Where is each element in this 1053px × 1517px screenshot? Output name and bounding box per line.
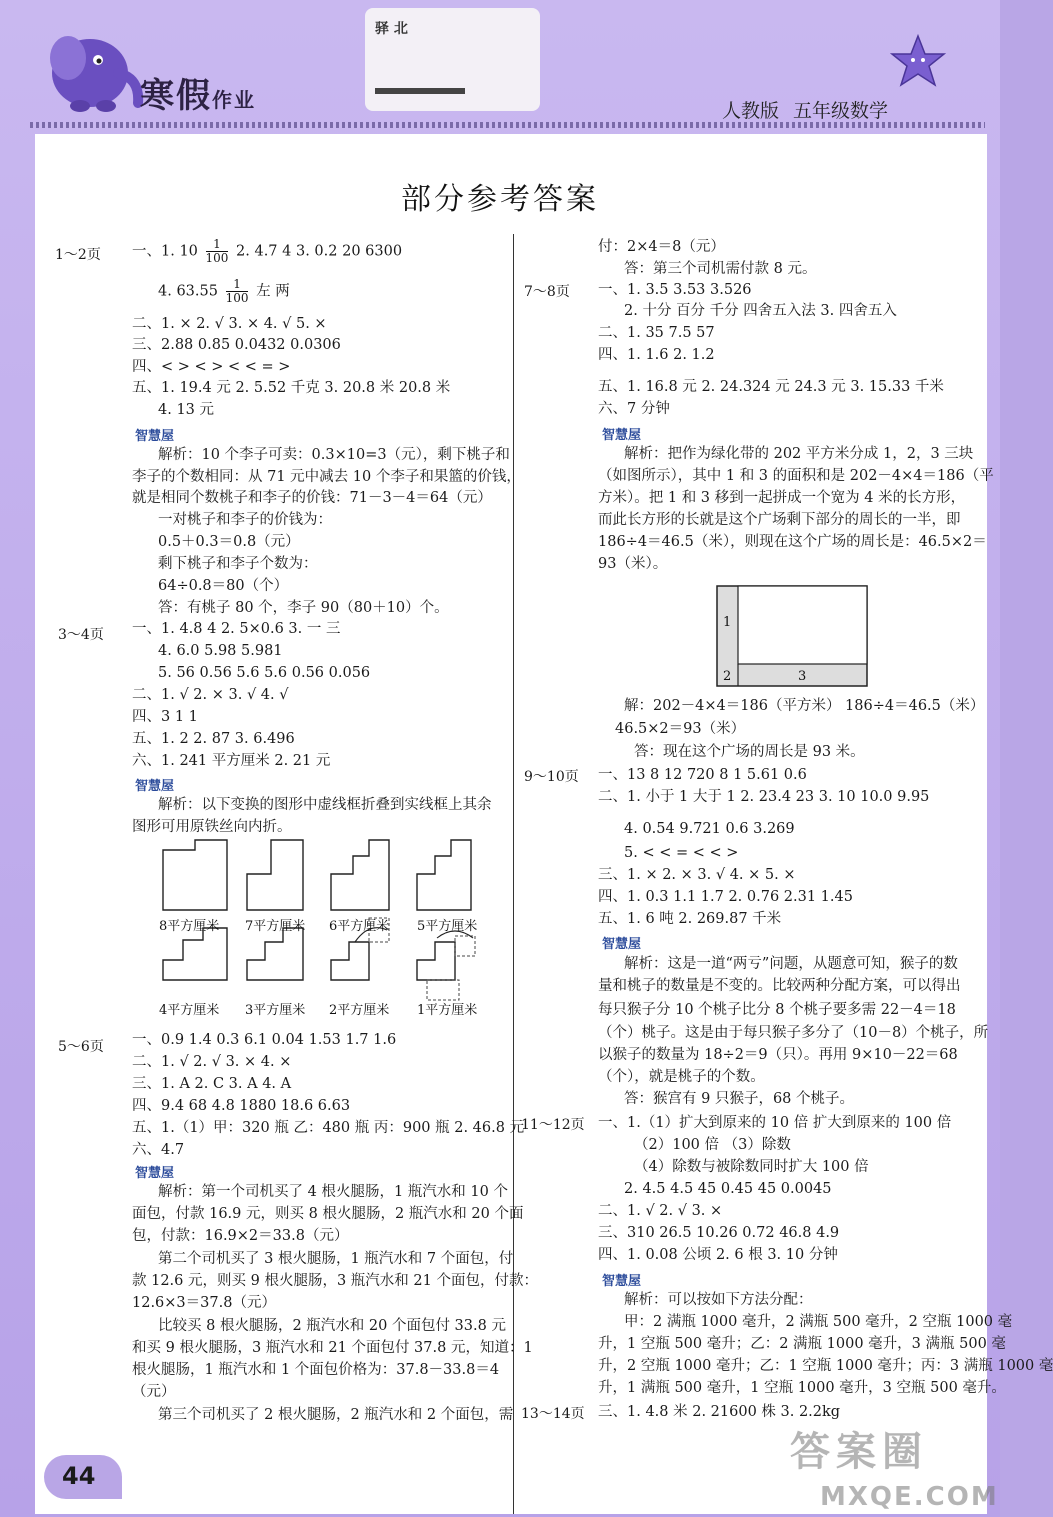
explanation-line: 升，1 空瓶 500 毫升；乙：2 满瓶 1000 毫升，3 满瓶 500 毫 — [598, 1336, 1006, 1352]
shape-2 — [331, 942, 369, 980]
fig-label: 2平方厘米 — [329, 1003, 390, 1018]
answer-line: 二、1. 35 7.5 57 — [598, 325, 715, 341]
label-sticker — [365, 8, 540, 111]
answer-line: 二、1. √ 2. √ 3. × 4. × — [132, 1054, 292, 1070]
answer-line: （2）100 倍 （3）除数 — [634, 1137, 791, 1153]
answer-line: 一、0.9 1.4 0.3 6.1 0.04 1.53 1.7 1.6 — [132, 1032, 397, 1048]
answer-line: 五、1.（1）甲：320 瓶 乙：480 瓶 丙：900 瓶 2. 46.8 元 — [132, 1120, 525, 1136]
explanation-line: 答：现在这个广场的周长是 93 米。 — [634, 744, 865, 760]
explanation-line: 以猴子的数量为 18÷2＝9（只）。再用 9×10－22＝68 — [598, 1047, 958, 1063]
answer-line: 一、1. 3.5 3.53 3.526 — [598, 282, 752, 298]
answer-line: 四、< > < > < < = > — [132, 359, 291, 375]
answer-line: 六、7 分钟 — [598, 401, 670, 417]
watermark — [790, 1420, 999, 1512]
answer-line: 五、1. 6 吨 2. 269.87 千米 — [598, 911, 782, 927]
explanation-line: 和买 9 根火腿肠，3 瓶汽水和 21 个面包付 37.8 元，知道：1 — [132, 1340, 533, 1356]
answer-line: 四、3 1 1 — [132, 709, 198, 725]
explanation-line: 面包，付款 16.9 元，则买 8 根火腿肠，2 瓶汽水和 20 个面 — [132, 1206, 524, 1222]
fraction: $\frac{1}{100}$ — [205, 237, 229, 265]
answer-line: 三、310 26.5 10.26 0.72 46.8 4.9 — [598, 1225, 840, 1241]
elephant-mascot-icon — [40, 18, 150, 118]
explanation-line: 就是相同个数桃子和李子的价钱：71－3－4＝64（元） — [132, 490, 492, 506]
answer-line: 2. 十分 百分 千分 四舍五入法 3. 四舍五入 — [624, 303, 897, 319]
explanation-line: 0.5＋0.3＝0.8（元） — [158, 534, 300, 550]
explanation-line: 93（米）。 — [598, 556, 668, 572]
fig-label: 3平方厘米 — [245, 1003, 306, 1018]
explanation-line: 解析：第一个司机买了 4 根火腿肠，1 瓶汽水和 10 个 — [158, 1184, 508, 1200]
answer-line: 一、1. 10 $\frac{1}{100}$ 2. 4.7 4 3. 0.2 20 6300 — [132, 237, 403, 265]
page-range-1-2: 1～2页 — [55, 247, 101, 263]
answer-line: 六、4.7 — [132, 1142, 185, 1158]
answer-line: 四、1. 0.08 公顷 2. 6 根 3. 10 分钟 — [598, 1247, 838, 1263]
explanation-line: 12.6×3＝37.8（元） — [132, 1295, 276, 1311]
fig-label: 7平方厘米 — [245, 919, 306, 934]
answer-line: 二、1. × 2. √ 3. × 4. √ 5. × — [132, 316, 327, 332]
region-label: 3 — [798, 669, 807, 684]
answer-line: 4. 13 元 — [158, 402, 215, 418]
label-text: 驿 北 — [375, 21, 408, 37]
explanation-line: 升，1 满瓶 500 毫升，1 空瓶 1000 毫升，3 空瓶 500 毫升。 — [598, 1380, 1006, 1396]
fig-label: 5平方厘米 — [417, 919, 478, 934]
answer-line: 一、1. 4.8 4 2. 5×0.6 3. 一 三 — [132, 621, 341, 637]
answer-line: 4. 63.55 $\frac{1}{100}$ 左 两 — [158, 277, 290, 305]
explanation-line: 答：第三个司机需付款 8 元。 — [624, 261, 817, 277]
explanation-line: 46.5×2＝93（米） — [615, 721, 746, 737]
answer-line: （4）除数与被除数同时扩大 100 倍 — [634, 1159, 869, 1175]
answer-line: 4. 0.54 9.721 0.6 3.269 — [624, 821, 795, 837]
explanation-line: 第二个司机买了 3 根火腿肠，1 瓶汽水和 7 个面包，付 — [158, 1251, 514, 1267]
answer-line: 5. < < = < < > — [624, 845, 739, 861]
header — [0, 0, 1000, 125]
shape-1 — [417, 942, 455, 980]
watermark-url: MXQE.COM — [820, 1482, 999, 1512]
page-range-9-10: 9～10页 — [524, 769, 579, 785]
answer-line: 六、1. 241 平方厘米 2. 21 元 — [132, 753, 331, 769]
explanation-line: 款 12.6 元，则买 9 根火腿肠，3 瓶汽水和 21 个面包，付款： — [132, 1273, 538, 1289]
answer-line: 2. 4.5 4.5 45 0.45 45 0.0045 — [624, 1181, 832, 1197]
section-heading: 智慧屋 — [135, 779, 175, 794]
explanation-line: 第三个司机买了 2 根火腿肠，2 瓶汽水和 2 个面包，需 — [158, 1407, 514, 1423]
region-label: 1 — [723, 615, 732, 630]
edition-label: 人教版 五年级数学 — [722, 100, 889, 122]
answer-line: 四、1. 1.6 2. 1.2 — [598, 347, 715, 363]
shape-4 — [163, 928, 227, 980]
answer-line: 三、2.88 0.85 0.0432 0.0306 — [132, 337, 341, 353]
fraction: $\frac{1}{100}$ — [225, 277, 249, 305]
answer-line: 四、9.4 68 4.8 1880 18.6 6.63 — [132, 1098, 351, 1114]
explanation-line: 答：有桃子 80 个，李子 90（80＋10）个。 — [158, 600, 449, 616]
answer-line: 5. 56 0.56 5.6 5.6 0.56 0.056 — [158, 665, 371, 681]
shape-6 — [331, 840, 389, 910]
answer-line: 二、1. √ 2. × 3. √ 4. √ — [132, 687, 289, 703]
answer-line: 一、1.（1）扩大到原来的 10 倍 扩大到原来的 100 倍 — [598, 1115, 952, 1131]
answer-line: 五、1. 2 2. 87 3. 6.496 — [132, 731, 295, 747]
answer-line: 二、1. √ 2. √ 3. × — [598, 1203, 723, 1219]
section-heading: 智慧屋 — [602, 1274, 642, 1289]
explanation-line: （个），就是桃子的个数。 — [598, 1069, 765, 1085]
fig-label: 6平方厘米 — [329, 919, 390, 934]
explanation-line: 付：2×4＝8（元） — [598, 239, 725, 255]
explanation-line: 解析：10 个李子可卖：0.3×10=3（元），剩下桃子和 — [158, 447, 510, 463]
explanation-line: 包，付款：16.9×2＝33.8（元） — [132, 1228, 349, 1244]
fig-label: 4平方厘米 — [159, 1003, 220, 1018]
header-divider — [30, 122, 985, 128]
answer-line: 三、1. A 2. C 3. A 4. A — [132, 1076, 292, 1092]
explanation-line: 图形可用原铁丝向内折。 — [132, 819, 292, 835]
answer-line: 一、13 8 12 720 8 1 5.61 0.6 — [598, 767, 807, 783]
region-label: 2 — [723, 669, 732, 684]
explanation-line: 64÷0.8＝80（个） — [158, 578, 289, 594]
shape-3 — [247, 928, 303, 980]
explanation-line: （元） — [132, 1384, 176, 1400]
shape-5 — [417, 840, 471, 910]
explanation-line: 剩下桃子和李子个数为： — [158, 556, 318, 572]
explanation-line: 升，2 空瓶 1000 毫升；乙：1 空瓶 1000 毫升；丙：3 满瓶 1000 毫 — [598, 1358, 1053, 1374]
section-heading: 智慧屋 — [602, 937, 642, 952]
section-heading: 智慧屋 — [135, 429, 175, 444]
fig-label: 8平方厘米 — [159, 919, 220, 934]
explanation-line: 方米）。把 1 和 3 移到一起拼成一个宽为 4 米的长方形， — [598, 490, 966, 506]
column-divider — [513, 234, 514, 1514]
page-range-13-14: 13～14页 — [521, 1406, 585, 1422]
explanation-line: 186÷4＝46.5（米），则现在这个广场的周长是：46.5×2＝ — [598, 534, 987, 550]
watermark-logo: 答案圈 — [790, 1429, 928, 1475]
explanation-line: 根火腿肠，1 瓶汽水和 1 个面包价格为：37.8－33.8＝4 — [132, 1362, 500, 1378]
page-range-5-6: 5～6页 — [58, 1039, 104, 1055]
star-icon — [888, 32, 948, 92]
explanation-line: （个）桃子。这是由于每只猴子多分了（10－8）个桃子，所 — [598, 1025, 989, 1041]
answer-line: 三、1. × 2. × 3. √ 4. × 5. × — [598, 867, 796, 883]
answer-line: 二、1. 小于 1 大于 1 2. 23.4 23 3. 10 10.0 9.95 — [598, 789, 930, 805]
wire-shapes-figure — [155, 838, 500, 1020]
shape-8 — [163, 840, 227, 910]
explanation-line: 答：猴宫有 9 只猴子，68 个桃子。 — [624, 1091, 855, 1107]
section-heading: 智慧屋 — [602, 428, 642, 443]
explanation-line: 李子的个数相同：从 71 元中减去 10 个李子和果篮的价钱， — [132, 469, 521, 485]
explanation-line: （如图所示），其中 1 和 3 的面积和是 202－4×4＝186（平 — [598, 468, 994, 484]
explanation-line: 而此长方形的长就是这个广场剩下部分的周长的一半，即 — [598, 512, 961, 528]
section-heading: 智慧屋 — [135, 1166, 175, 1181]
brand-title: 寒假作业 — [140, 76, 256, 116]
answer-line: 四、1. 0.3 1.1 1.7 2. 0.76 2.31 1.45 — [598, 889, 853, 905]
answer-line: 三、1. 4.8 米 2. 21600 株 3. 2.2kg — [598, 1404, 841, 1420]
answer-line: 4. 6.0 5.98 5.981 — [158, 643, 283, 659]
explanation-line: 解：202－4×4＝186（平方米） 186÷4＝46.5（米） — [624, 698, 985, 714]
page-range-7-8: 7～8页 — [524, 284, 570, 300]
explanation-line: 解析：把作为绿化带的 202 平方米分成 1，2，3 三块 — [624, 446, 974, 462]
explanation-line: 甲：2 满瓶 1000 毫升，2 满瓶 500 毫升，2 空瓶 1000 毫 — [624, 1314, 1013, 1330]
page-title: 部分参考答案 — [401, 182, 599, 217]
page-range-3-4: 3～4页 — [58, 627, 104, 643]
explanation-line: 解析：可以按如下方法分配： — [624, 1292, 813, 1308]
explanation-line: 解析：这是一道“两亏”问题，从题意可知，猴子的数 — [624, 956, 958, 972]
explanation-line: 一对桃子和李子的价钱为： — [158, 512, 332, 528]
answer-line: 五、1. 19.4 元 2. 5.52 千克 3. 20.8 米 20.8 米 — [132, 380, 451, 396]
label-bar — [375, 88, 465, 94]
explanation-line: 量和桃子的数量是不变的。比较两种分配方案，可以得出 — [598, 978, 961, 994]
answer-line: 五、1. 16.8 元 2. 24.324 元 24.3 元 3. 15.33 千米 — [598, 379, 944, 395]
page-number: 44 — [62, 1462, 96, 1490]
explanation-line: 解析：以下变换的图形中虚线框折叠到实线框上其余 — [158, 797, 492, 813]
square-field-figure — [716, 585, 868, 687]
explanation-line: 比较买 8 根火腿肠，2 瓶汽水和 20 个面包付 33.8 元 — [158, 1318, 506, 1334]
fig-label: 1平方厘米 — [417, 1003, 478, 1018]
explanation-line: 每只猴子分 10 个桃子比分 8 个桃子要多需 22－4＝18 — [598, 1002, 956, 1018]
shape-7 — [247, 840, 303, 910]
page-range-11-12: 11～12页 — [521, 1117, 585, 1133]
